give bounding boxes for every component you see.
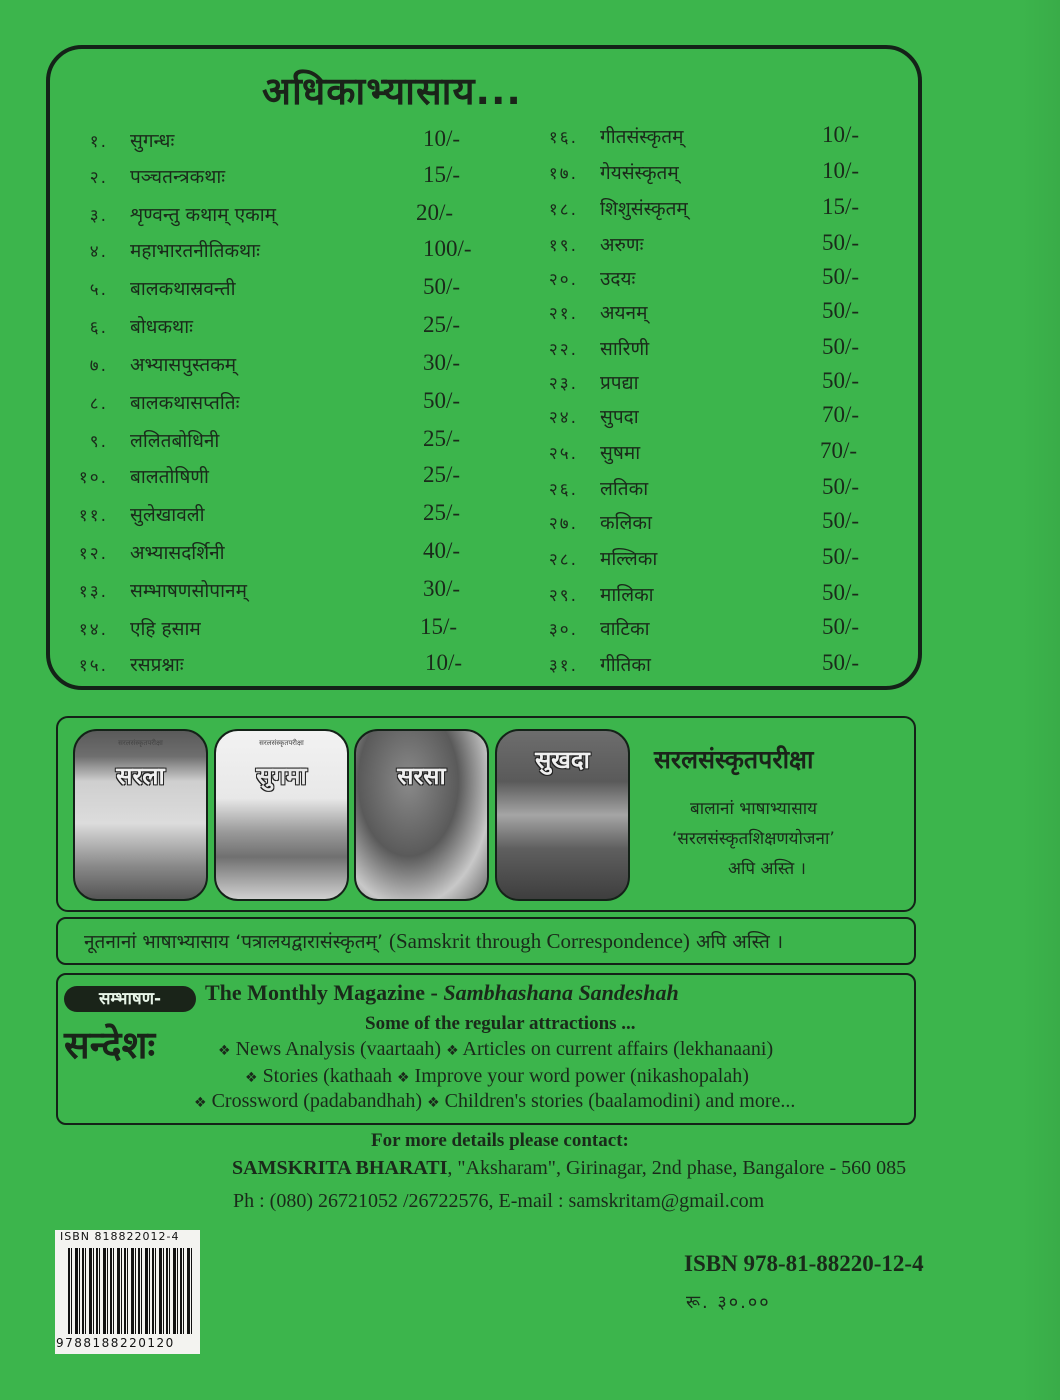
item-number: १.: [89, 131, 108, 152]
book-cover-sugama: [214, 729, 349, 901]
item-number: १८.: [548, 199, 578, 220]
correspondence-english: (Samskrit through Correspondence): [388, 929, 690, 953]
item-number: ३.: [89, 205, 108, 226]
list-item: [60, 574, 247, 606]
item-title: रसप्रश्नाः: [130, 654, 184, 676]
item-price: 25/-: [423, 462, 461, 487]
item-title: गीतसंस्कृतम्: [600, 126, 684, 148]
item-title: उदयः: [600, 268, 636, 290]
item-title: अभ्यासपुस्तकम्: [130, 354, 237, 376]
magazine-heading: [205, 980, 679, 1006]
attraction-item: Improve your word power (nikashopalah): [414, 1065, 749, 1087]
item-number: १३.: [78, 581, 108, 602]
list-item: [530, 542, 657, 574]
item-price: 20/-: [416, 200, 454, 225]
item-number: २५.: [548, 443, 578, 464]
magazine-logo-top: सम्भाषण-: [64, 986, 196, 1012]
item-title: सारिणी: [600, 338, 650, 360]
item-title: सुषमा: [600, 442, 641, 464]
attraction-item: Stories (kathaah: [262, 1065, 392, 1087]
item-number: १४.: [78, 619, 108, 640]
list-item: [530, 192, 688, 224]
item-title: लतिका: [600, 478, 649, 500]
bullet-icon: ❖: [245, 1070, 258, 1086]
bullet-icon: ❖: [446, 1043, 459, 1059]
item-price: 30/-: [423, 576, 461, 601]
item-title: कलिका: [600, 512, 652, 534]
list-item: [60, 272, 236, 304]
item-price: 25/-: [423, 312, 461, 337]
list-item: [530, 332, 649, 364]
list-item: [530, 648, 651, 680]
contact-address-text: , "Aksharam", Girinagar, 2nd phase, Bangalore - 560 085: [447, 1157, 907, 1179]
item-title: अभ्यासदर्शिनी: [130, 542, 225, 564]
list-item: [530, 120, 683, 152]
item-number: १२.: [78, 543, 108, 564]
contact-phone-email: Ph : (080) 26721052 /26722576, E-mail : samskritam@gmail.com: [233, 1190, 765, 1212]
item-title: सम्भाषणसोपानम्: [130, 580, 247, 602]
list-item: [60, 160, 225, 192]
attraction-item: News Analysis (vaartaah): [235, 1038, 442, 1060]
bullet-icon: ❖: [194, 1095, 207, 1111]
correspondence-prefix: नूतनानां भाषाभ्यासाय ‘पत्रालयद्वारासंस्कृतम्’: [84, 931, 389, 953]
item-price: 50/-: [822, 580, 860, 605]
item-number: ६.: [89, 317, 108, 338]
item-number: ७.: [89, 355, 108, 376]
item-title: शृण्वन्तु कथाम् एकाम्: [130, 204, 276, 226]
list-item: [530, 506, 652, 538]
cover-title: सुगमा: [256, 762, 307, 790]
cover-subtitle: सरलसंस्कृतपरीक्षा: [118, 739, 163, 747]
item-title: गेयसंस्कृतम्: [600, 162, 679, 184]
list-item: [530, 436, 640, 468]
list-item: [530, 366, 639, 398]
exam-title: सरलसंस्कृतपरीक्षा: [654, 745, 814, 774]
bullet-icon: ❖: [427, 1095, 440, 1111]
attraction-item: Articles on current affairs (lekhanaani): [462, 1038, 774, 1060]
attraction-item: Crossword (padabandhah): [211, 1090, 423, 1112]
list-item: [530, 472, 648, 504]
item-number: २६.: [548, 479, 578, 500]
item-number: १९.: [548, 235, 578, 256]
item-price: 50/-: [822, 230, 860, 255]
list-item: [530, 228, 643, 260]
list-item: [60, 234, 260, 266]
attraction-line: [218, 1038, 773, 1061]
item-price: 30/-: [423, 350, 461, 375]
cover-title: सरला: [116, 762, 165, 790]
list-item: [60, 612, 201, 644]
list-item: [60, 198, 276, 230]
barcode-number: 9788188220120: [56, 1336, 175, 1350]
item-price: 50/-: [423, 274, 461, 299]
isbn: ISBN 978-81-88220-12-4: [684, 1251, 924, 1276]
exam-description-line: बालानां भाषाभ्यासाय: [690, 799, 817, 819]
item-price: 25/-: [423, 500, 461, 525]
list-item: [60, 386, 239, 418]
item-price: 15/-: [423, 162, 461, 187]
item-title: पञ्चतन्त्रकथाः: [130, 166, 226, 188]
list-item: [60, 460, 209, 492]
exam-description-line: ‘सरलसंस्कृतशिक्षणयोजना’: [672, 829, 835, 849]
item-title: महाभारतनीतिकथाः: [130, 240, 260, 262]
item-title: बालकथास्रवन्ती: [130, 278, 236, 300]
correspondence-suffix: अपि अस्ति ।: [689, 931, 784, 953]
item-number: २२.: [548, 339, 578, 360]
item-title: शिशुसंस्कृतम्: [600, 198, 688, 220]
item-price: 10/-: [425, 650, 463, 675]
list-item: [530, 262, 635, 294]
list-item: [530, 400, 639, 432]
item-number: १६.: [548, 127, 578, 148]
attraction-line: [194, 1090, 795, 1113]
bullet-icon: ❖: [396, 1070, 410, 1086]
item-number: ३१.: [548, 655, 578, 676]
barcode-isbn-text: ISBN 818822012-4: [60, 1230, 180, 1243]
item-title: अरुणः: [600, 234, 644, 256]
list-item: [530, 296, 647, 328]
book-price: रू. ३०.००: [686, 1292, 771, 1313]
magazine-name: Sambhashana Sandeshah: [443, 980, 679, 1005]
item-price: 50/-: [423, 388, 461, 413]
item-number: २९.: [548, 585, 578, 606]
list-item: [530, 578, 654, 610]
item-title: प्रपद्या: [600, 372, 639, 394]
item-number: ८.: [89, 393, 108, 414]
list-item: [60, 348, 236, 380]
item-number: २८.: [548, 549, 578, 570]
item-price: 50/-: [822, 614, 860, 639]
item-number: ९.: [89, 431, 108, 452]
price-list-title: अधिकाभ्यासाय...: [262, 69, 522, 113]
item-number: १०.: [78, 467, 108, 488]
magazine-heading-text: The Monthly Magazine -: [205, 980, 444, 1005]
item-number: २.: [89, 167, 108, 188]
item-title: बालकथासप्ततिः: [130, 392, 240, 414]
item-title: वाटिका: [600, 618, 650, 640]
contact-address: [232, 1157, 906, 1180]
item-price: 10/-: [423, 126, 461, 151]
list-item: [60, 310, 193, 342]
item-number: १५.: [78, 655, 108, 676]
item-price: 15/-: [822, 194, 860, 219]
contact-org: SAMSKRITA BHARATI: [232, 1157, 448, 1179]
item-price: 50/-: [822, 298, 860, 323]
item-title: अयनम्: [600, 302, 648, 324]
item-price: 50/-: [822, 544, 860, 569]
item-price: 10/-: [822, 158, 860, 183]
item-number: २३.: [548, 373, 578, 394]
item-title: मालिका: [600, 584, 654, 606]
list-item: [60, 424, 219, 456]
item-title: ललितबोधिनी: [130, 430, 220, 452]
contact-heading: For more details please contact:: [371, 1130, 629, 1151]
item-price: 50/-: [822, 508, 860, 533]
book-cover-sukhada: [495, 729, 630, 901]
item-price: 50/-: [822, 334, 860, 359]
item-number: ४.: [89, 241, 108, 262]
list-item: [530, 156, 679, 188]
item-number: २७.: [548, 513, 578, 534]
item-title: सुपदा: [600, 406, 639, 428]
item-price: 50/-: [822, 264, 860, 289]
list-item: [530, 612, 650, 644]
list-item: [60, 498, 205, 530]
cover-title: सरसा: [397, 762, 446, 790]
attraction-item: Children's stories (baalamodini) and more...: [444, 1090, 796, 1112]
item-price: 50/-: [822, 368, 860, 393]
item-number: २१.: [548, 303, 578, 324]
item-title: बोधकथाः: [130, 316, 193, 338]
item-price: 50/-: [822, 474, 860, 499]
cover-title: सुखदा: [535, 746, 590, 774]
item-number: ३०.: [548, 619, 578, 640]
item-price: 15/-: [420, 614, 458, 639]
cover-subtitle: सरलसंस्कृतपरीक्षा: [259, 739, 304, 747]
item-title: मल्लिका: [600, 548, 658, 570]
magazine-subheading: Some of the regular attractions ...: [365, 1013, 636, 1034]
barcode-bars: [68, 1248, 194, 1334]
item-price: 50/-: [822, 650, 860, 675]
item-title: सुगन्धः: [130, 130, 175, 152]
correspondence-text: [84, 928, 783, 954]
item-number: २४.: [548, 407, 578, 428]
item-price: 10/-: [822, 122, 860, 147]
book-cover-sarala: [73, 729, 208, 901]
magazine-logo: सन्देशः: [64, 1023, 156, 1067]
item-number: २०.: [548, 269, 578, 290]
item-price: 70/-: [822, 402, 860, 427]
item-price: 100/-: [423, 236, 472, 261]
item-title: सुलेखावली: [130, 504, 205, 526]
item-number: ११.: [78, 505, 108, 526]
item-price: 40/-: [423, 538, 461, 563]
item-title: एहि हसाम: [130, 618, 201, 640]
item-title: गीतिका: [600, 654, 651, 676]
item-title: बालतोषिणी: [130, 466, 209, 488]
list-item: [60, 648, 184, 680]
exam-description-line: अपि अस्ति ।: [728, 859, 806, 879]
list-item: [60, 124, 174, 156]
item-number: ५.: [89, 279, 108, 300]
item-price: 25/-: [423, 426, 461, 451]
book-cover-sarasa: [354, 729, 489, 901]
item-number: १७.: [548, 163, 578, 184]
attraction-line: [245, 1065, 749, 1088]
bullet-icon: ❖: [218, 1043, 231, 1059]
item-price: 70/-: [820, 438, 858, 463]
list-item: [60, 536, 225, 568]
